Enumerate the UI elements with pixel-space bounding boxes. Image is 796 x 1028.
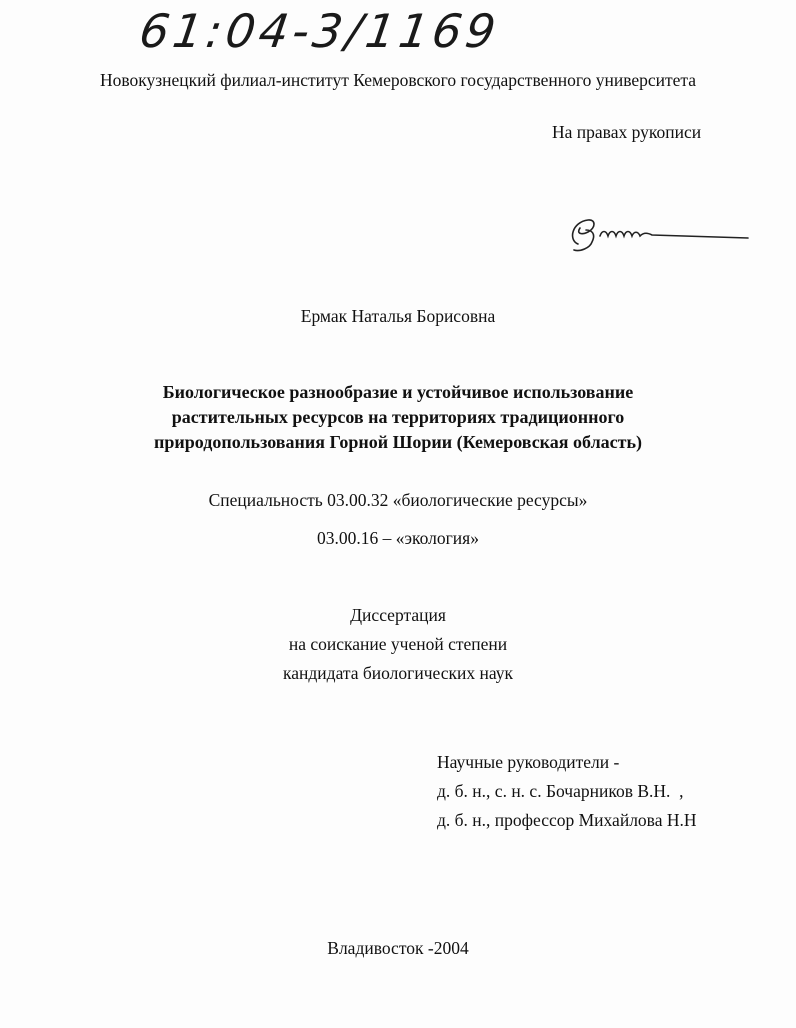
- dissertation-title: [0, 380, 796, 455]
- signature: [566, 200, 756, 260]
- dissertation-label: Диссертация: [350, 605, 446, 625]
- title-line: растительных ресурсов на территориях традиционного: [171, 407, 625, 427]
- supervisor-line: д. б. н., профессор Михайлова Н.Н: [437, 810, 697, 830]
- specialty-secondary: 03.00.16 – «экология»: [317, 528, 479, 548]
- title-line: природопользования Горной Шории (Кемеровская область): [153, 432, 643, 452]
- title-line: Биологическое разнообразие и устойчивое использование: [162, 382, 634, 402]
- specialty-primary: Специальность 03.00.32 «биологические ресурсы»: [208, 490, 588, 510]
- author-name: Ермак Наталья Борисовна: [300, 306, 496, 326]
- city-year: Владивосток -2004: [327, 938, 469, 958]
- rights-note: На правах рукописи: [552, 122, 702, 142]
- institution-name: Новокузнецкий филиал-институт Кемеровского государственного университета: [99, 70, 697, 90]
- supervisors-block: [437, 748, 697, 835]
- archive-code-handwritten: 61:04-3/1169: [136, 4, 503, 58]
- supervisors-heading: Научные руководители -: [437, 752, 620, 772]
- degree-name: кандидата биологических наук: [283, 663, 513, 683]
- degree-purpose: на соискание ученой степени: [288, 634, 508, 654]
- supervisor-line: д. б. н., с. н. с. Бочарников В.Н. ,: [437, 781, 684, 801]
